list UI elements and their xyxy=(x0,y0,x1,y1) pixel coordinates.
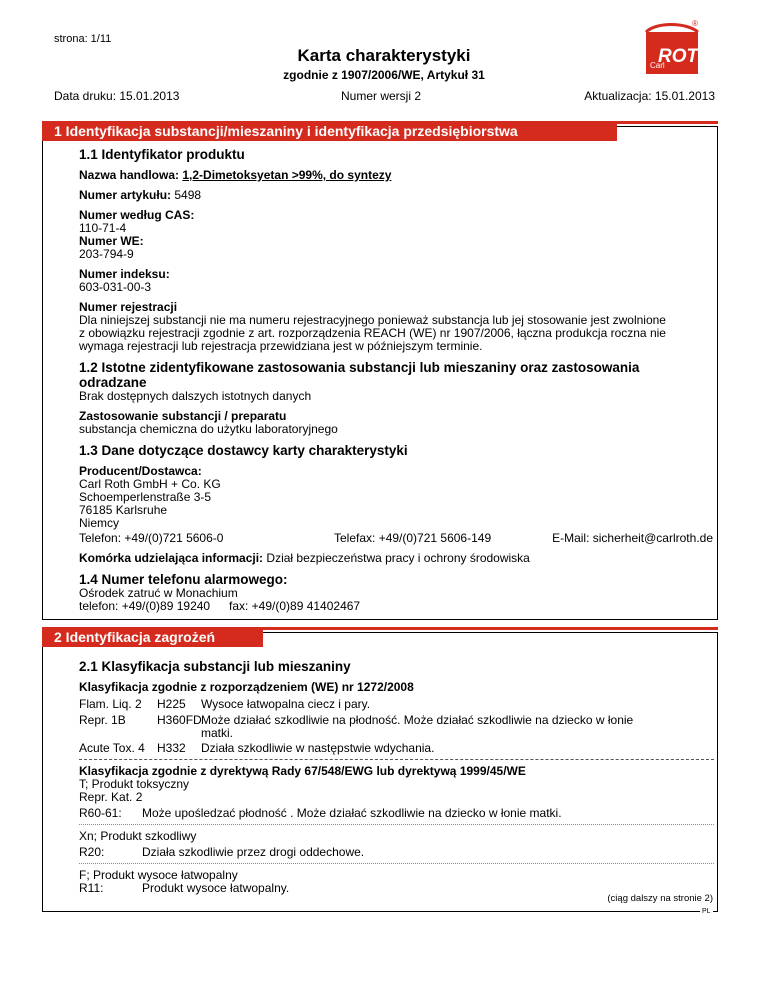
document-title: Karta charakterystyki xyxy=(297,46,471,65)
registration-text-2: z obowiązku rejestracji zgodnie z art. rozporządzenia REACH (WE) nr 1907/2006, łączna produkcja roczna nie xyxy=(79,326,666,340)
harmful-label: Xn; Produkt szkodliwy xyxy=(79,829,197,843)
hazard-row: Acute Tox. 4 H332 Działa szkodliwie w następstwie wdychania. xyxy=(79,741,435,755)
no-data-text: Brak dostępnych dalszych istotnych danych xyxy=(79,389,312,403)
document-meta xyxy=(54,89,715,103)
r-phrase-row: R11: Produkt wysoce łatwopalny. xyxy=(79,881,290,895)
document-subtitle: zgodnie z 1907/2006/WE, Artykuł 31 xyxy=(283,68,485,82)
r-phrase-row: R60-61: Może upośledzać płodność . Może działać szkodliwie na dziecko w łonie matki. xyxy=(79,806,562,820)
trade-name: Nazwa handlowa: 1,2-Dimetoksyetan >99%, do syntezy xyxy=(79,168,392,182)
divider xyxy=(79,824,714,825)
print-date: Data druku: 15.01.2013 xyxy=(54,89,180,103)
dsd-classification-label: Klasyfikacja zgodnie z dyrektywą Rady 67/548/EWG lub dyrektywą 1999/45/WE xyxy=(79,764,526,778)
registration-text-3: wymaga rejestracji lub rejestracja przewidziana jest w późniejszym terminie. xyxy=(79,339,483,353)
heading-1-2-line-1: 1.2 Istotne zidentyfikowane zastosowania substancji lub mieszaniny oraz zastosowania xyxy=(79,360,640,375)
we-label: Numer WE: xyxy=(79,234,144,248)
poison-center: Ośrodek zatruć w Monachium xyxy=(79,586,238,600)
logo-registered: ® xyxy=(692,19,698,28)
continued-note: (ciąg dalszy na stronie 2) xyxy=(607,893,713,904)
email-link[interactable]: E-Mail: sicherheit@carlroth.de xyxy=(552,531,713,545)
page-number: strona: 1/11 xyxy=(54,33,112,45)
heading-1-3: 1.3 Dane dotyczące dostawcy karty charakterystyki xyxy=(79,443,408,458)
roth-logo xyxy=(636,18,706,76)
divider xyxy=(79,759,714,760)
language-code: PL xyxy=(700,905,713,919)
use-label: Zastosowanie substancji / preparatu xyxy=(79,409,287,423)
clp-classification-label: Klasyfikacja zgodnie z rozporządzeniem (WE) nr 1272/2008 xyxy=(79,680,414,694)
heading-1-1: 1.1 Identyfikator produktu xyxy=(79,147,245,162)
r-phrase-row: R20: Działa szkodliwie przez drogi oddechowe. xyxy=(79,845,365,859)
index-label: Numer indeksu: xyxy=(79,267,170,281)
version-number: Numer wersji 2 xyxy=(341,89,422,103)
city: 76185 Karlsruhe xyxy=(79,503,168,517)
cas-value: 110-71-4 xyxy=(79,221,127,235)
logo-small-text: Carl xyxy=(650,61,665,70)
emergency-fax: fax: +49/(0)89 41402467 xyxy=(229,599,361,613)
cas-label: Numer według CAS: xyxy=(79,208,195,222)
phone: Telefon: +49/(0)721 5606-0 xyxy=(79,531,224,545)
update-date: Aktualizacja: 15.01.2013 xyxy=(584,89,715,103)
emergency-phone: telefon: +49/(0)89 19240 xyxy=(79,599,211,613)
producer-label: Producent/Dostawca: xyxy=(79,464,202,478)
heading-1-2-line-2: odradzane xyxy=(79,375,147,390)
we-value: 203-794-9 xyxy=(79,247,134,261)
index-value: 603-031-00-3 xyxy=(79,280,152,294)
heading-2-1: 2.1 Klasyfikacja substancji lub mieszaniny xyxy=(79,659,351,674)
flammable-label: F; Produkt wysoce łatwopalny xyxy=(79,868,238,882)
hazard-row: Flam. Liq. 2 H225 Wysoce łatwopalna ciecz i pary. xyxy=(79,697,371,711)
country: Niemcy xyxy=(79,516,120,530)
toxic-label: T; Produkt toksyczny xyxy=(79,777,190,791)
heading-1-4: 1.4 Numer telefonu alarmowego: xyxy=(79,572,288,587)
hazard-row: Repr. 1B H360FD Może działać szkodliwie na płodność. Może działać szkodliwie na dziecko w łonie xyxy=(79,713,634,727)
registration-text-1: Dla niniejszej substancji nie ma numeru rejestracyjnego ponieważ substancja lub jej stosowanie jest zwolnione xyxy=(79,313,666,327)
fax: Telefax: +49/(0)721 5606-149 xyxy=(334,531,492,545)
section-1-title: 1 Identyfikacja substancji/mieszaniny i identyfikacja przedsiębiorstwa xyxy=(42,121,617,141)
use-value: substancja chemiczna do użytku laboratoryjnego xyxy=(79,422,338,436)
divider xyxy=(79,863,714,864)
repr-category: Repr. Kat. 2 xyxy=(79,790,143,804)
logo-text: ROT xyxy=(658,46,699,67)
registration-label: Numer rejestracji xyxy=(79,300,178,314)
company-name: Carl Roth GmbH + Co. KG xyxy=(79,477,221,491)
street: Schoemperlenstraße 3-5 xyxy=(79,490,212,504)
article-number: Numer artykułu: 5498 xyxy=(79,188,202,202)
section-2-title: 2 Identyfikacja zagrożeń xyxy=(42,627,263,647)
info-department: Komórka udzielająca informacji: Dział bezpieczeństwa pracy i ochrony środowiska xyxy=(79,551,530,565)
